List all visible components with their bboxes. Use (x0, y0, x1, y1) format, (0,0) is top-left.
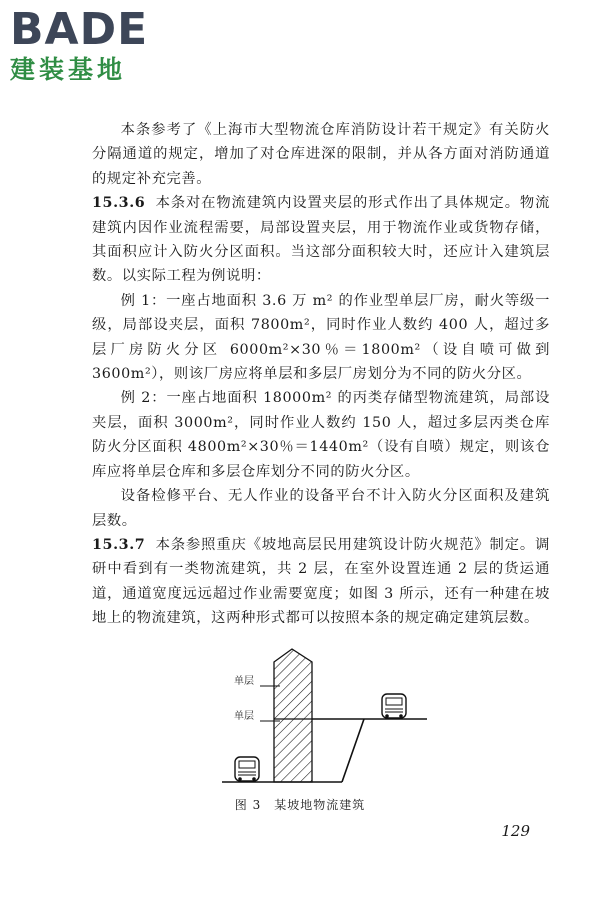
clause-text: 本条参照重庆《坡地高层民用建筑设计防火规范》制定。调研中看到有一类物流建筑，共 2 层，在室外设置连通 2 层的货运通道，通道宽度远远超过作业需要宽度；如图 3 所示，还有一种建在坡地上的物流建筑，这两种形式都可以按照本条的规定确定建筑层数。 (92, 536, 550, 627)
example-1: 例 1：一座占地面积 3.6 万 m² 的作业型单层厂房，耐火等级一级，局部设夹层，面积 7800m²，同时作业人数约 400 人，超过多层厂房防火分区 6000m²×30％＝1800m²（设自喷可做到 3600m²），则该厂房应将单层和多层厂房划分为不同的防火分区。 (92, 292, 550, 383)
truck-icon-lower (235, 757, 259, 781)
figure-drawing (222, 642, 442, 797)
truck-icon-upper (382, 694, 406, 718)
label-single-story-upper: 单层 (234, 676, 254, 687)
clause-15-3-7 (92, 533, 550, 631)
paragraph-intro: 本条参考了《上海市大型物流仓库消防设计若干规定》有关防火分隔通道的规定，增加了对仓库进深的限制，并从各方面对消防通道的规定补充完善。 (92, 122, 550, 187)
slope-building-figure (222, 642, 442, 797)
label-single-story-lower: 单层 (234, 711, 254, 722)
example-2: 例 2：一座占地面积 18000m² 的丙类存储型物流建筑，局部设夹层，面积 3000m²，同时作业人数约 150 人，超过多层丙类仓库防火分区面积 4800m²×30％＝1440m²（设有自喷）规定，则该仓库应将单层仓库和多层仓库划分不同的防火分区。 (92, 390, 550, 480)
logo-brand: BADE (10, 4, 149, 55)
slope-line (342, 719, 364, 782)
clause-number: 15.3.7 (92, 536, 146, 553)
figure-caption: 图 3 某坡地物流建筑 (234, 798, 366, 812)
clause-15-3-6 (92, 191, 550, 289)
building-shape (274, 649, 312, 782)
page-number: 129 (501, 822, 530, 840)
clause-number: 15.3.6 (92, 195, 146, 212)
clause-text: 本条对在物流建筑内设置夹层的形式作出了具体规定。物流建筑内因作业流程需要，局部设置夹层，用于物流作业或货物存储，其面积应计入防火分区面积。当这部分面积较大时，还应计入建筑层数。以实际工程为例说明： (92, 195, 550, 285)
bade-logo (10, 4, 180, 84)
document-body (92, 118, 550, 631)
paragraph-platform: 设备检修平台、无人作业的设备平台不计入防火分区面积及建筑层数。 (92, 488, 550, 529)
logo-subtitle: 建装基地 (10, 55, 127, 84)
